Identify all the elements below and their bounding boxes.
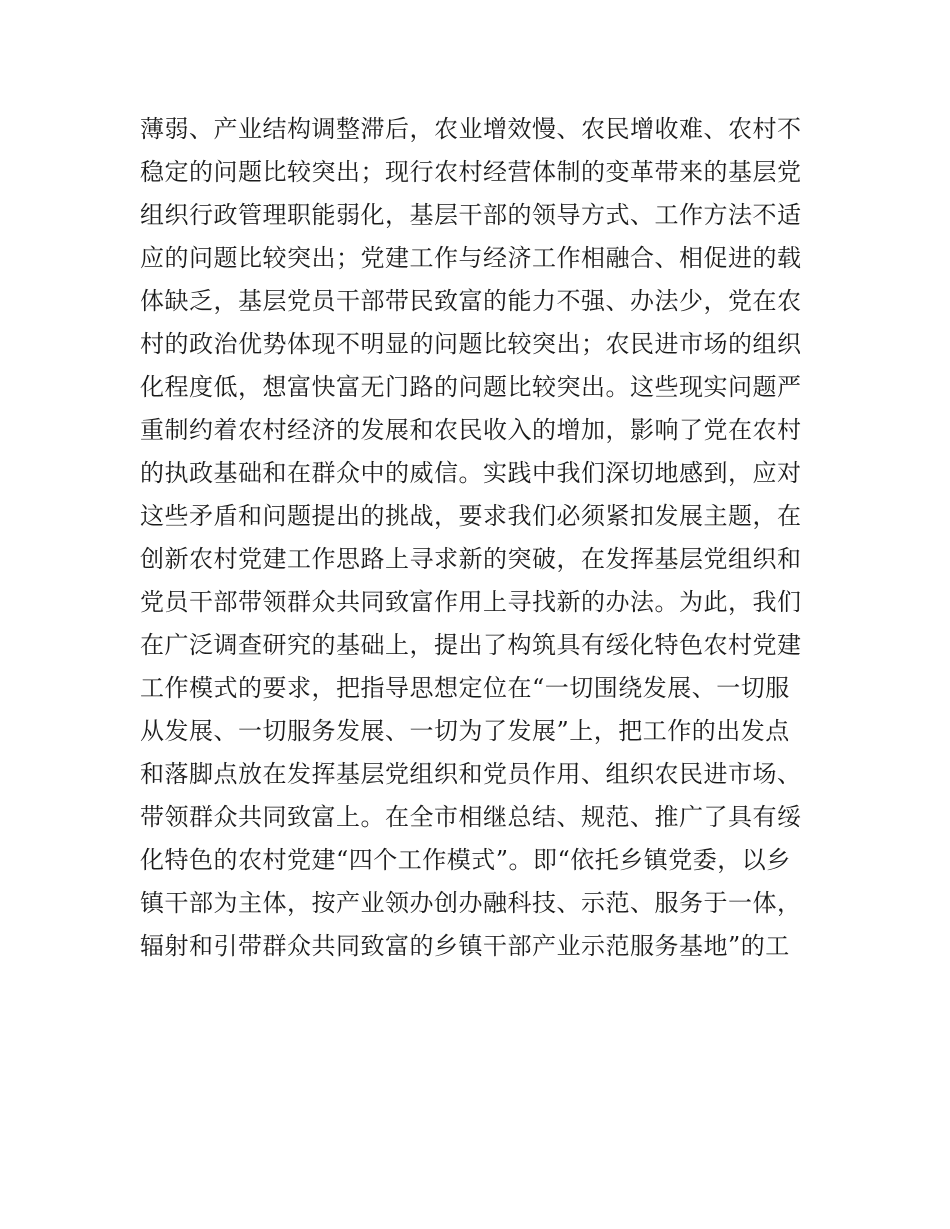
text-line: 党员干部带领群众共同致富作用上寻找新的办法。为此，我们 [140, 588, 802, 616]
text-line: 在广泛调查研究的基础上，提出了构筑具有绥化特色农村党建 [140, 631, 802, 659]
text-line: 创新农村党建工作思路上寻求新的突破，在发挥基层党组织和 [140, 545, 802, 573]
text-line: 村的政治优势体现不明显的问题比较突出；农民进市场的组织 [140, 330, 802, 358]
text-line: 化特色的农村党建“四个工作模式”。即“依托乡镇党委，以乡 [140, 846, 791, 874]
text-line: 这些矛盾和问题提出的挑战，要求我们必须紧扣发展主题，在 [140, 502, 802, 530]
text-line: 薄弱、产业结构调整滞后，农业增效慢、农民增收难、农村不 [140, 115, 802, 143]
text-line: 组织行政管理职能弱化，基层干部的领导方式、工作方法不适 [140, 201, 802, 229]
text-line: 工作模式的要求，把指导思想定位在“一切围绕发展、一切服 [140, 674, 790, 702]
text-line: 稳定的问题比较突出；现行农村经营体制的变革带来的基层党 [140, 158, 802, 186]
text-line: 化程度低，想富快富无门路的问题比较突出。这些现实问题严 [140, 373, 802, 401]
text-line: 辐射和引带群众共同致富的乡镇干部产业示范服务基地”的工 [140, 932, 790, 960]
text-line: 的执政基础和在群众中的威信。实践中我们深切地感到，应对 [140, 459, 802, 487]
text-line: 带领群众共同致富上。在全市相继总结、规范、推广了具有绥 [140, 803, 802, 831]
text-line: 和落脚点放在发挥基层党组织和党员作用、组织农民进市场、 [140, 760, 802, 788]
text-line: 重制约着农村经济的发展和农民收入的增加，影响了党在农村 [140, 416, 802, 444]
text-line: 从发展、一切服务发展、一切为了发展”上，把工作的出发点 [140, 717, 790, 745]
text-line: 应的问题比较突出；党建工作与经济工作相融合、相促进的载 [140, 244, 802, 272]
text-line: 镇干部为主体，按产业领办创办融科技、示范、服务于一体， [140, 889, 802, 917]
body-text [140, 108, 830, 968]
text-line: 体缺乏，基层党员干部带民致富的能力不强、办法少，党在农 [140, 287, 802, 315]
